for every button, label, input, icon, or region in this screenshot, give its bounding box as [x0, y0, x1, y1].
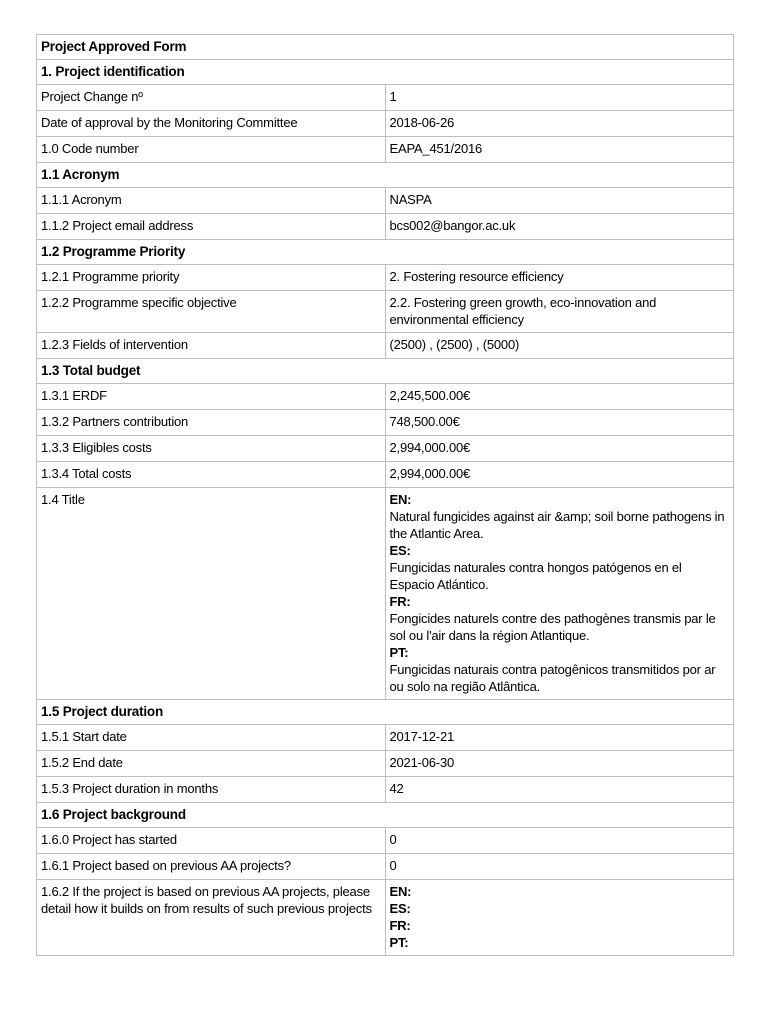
table-row	[37, 188, 734, 214]
field-label: 1.5.3 Project duration in months	[37, 777, 386, 803]
field-label: 1.3.1 ERDF	[37, 384, 386, 410]
field-label: 1.2.1 Programme priority	[37, 265, 386, 291]
field-value: 2. Fostering resource efficiency	[385, 265, 734, 291]
table-row	[37, 85, 734, 111]
title-en: Natural fungicides against air &amp; soil borne pathogens in the Atlantic Area.	[389, 509, 725, 541]
field-label: Project Change nº	[37, 85, 386, 111]
section-project-identification	[37, 60, 734, 85]
lang-code-es: ES:	[389, 543, 411, 558]
lang-code-es: ES:	[389, 901, 411, 916]
lang-code-en: EN:	[389, 884, 412, 899]
table-row	[37, 214, 734, 240]
table-row	[37, 384, 734, 410]
table-row	[37, 880, 734, 956]
field-value: 42	[385, 777, 734, 803]
field-label: Date of approval by the Monitoring Committee	[37, 111, 386, 137]
field-value: NASPA	[385, 188, 734, 214]
section-heading: 1.6 Project background	[37, 803, 734, 828]
field-label: 1.2.2 Programme specific objective	[37, 291, 386, 333]
field-value: 2,994,000.00€	[385, 436, 734, 462]
section-project-background	[37, 803, 734, 828]
field-value: bcs002@bangor.ac.uk	[385, 214, 734, 240]
section-acronym	[37, 163, 734, 188]
table-row	[37, 111, 734, 137]
field-label: 1.5.1 Start date	[37, 725, 386, 751]
form-title: Project Approved Form	[37, 35, 734, 60]
field-value: 2017-12-21	[385, 725, 734, 751]
field-label: 1.4 Title	[37, 488, 386, 700]
field-value: (2500) , (2500) , (5000)	[385, 333, 734, 359]
field-value: EAPA_451/2016	[385, 137, 734, 163]
table-row	[37, 291, 734, 333]
field-label: 1.6.0 Project has started	[37, 828, 386, 854]
table-row	[37, 462, 734, 488]
lang-code-fr: FR:	[389, 918, 411, 933]
section-heading: 1.5 Project duration	[37, 700, 734, 725]
table-row	[37, 777, 734, 803]
lang-code-en: EN:	[389, 492, 412, 507]
table-row	[37, 265, 734, 291]
field-value: 2018-06-26	[385, 111, 734, 137]
lang-code-pt: PT:	[389, 935, 409, 950]
field-label: 1.5.2 End date	[37, 751, 386, 777]
section-total-budget	[37, 359, 734, 384]
form-title-row	[37, 35, 734, 60]
section-heading: 1.1 Acronym	[37, 163, 734, 188]
table-row	[37, 137, 734, 163]
section-heading: 1.3 Total budget	[37, 359, 734, 384]
field-value: 0	[385, 828, 734, 854]
title-pt: Fungicidas naturais contra patogênicos transmitidos por ar ou solo na região Atlântica.	[389, 662, 716, 694]
table-row	[37, 828, 734, 854]
section-heading: 1. Project identification	[37, 60, 734, 85]
table-row	[37, 725, 734, 751]
lang-code-fr: FR:	[389, 594, 411, 609]
field-label: 1.6.1 Project based on previous AA projects?	[37, 854, 386, 880]
table-row	[37, 436, 734, 462]
field-label: 1.6.2 If the project is based on previous AA projects, please detail how it builds on from results of such previous projects	[37, 880, 386, 956]
title-es: Fungicidas naturales contra hongos patógenos en el Espacio Atlántico.	[389, 560, 682, 592]
field-label: 1.2.3 Fields of intervention	[37, 333, 386, 359]
section-project-duration	[37, 700, 734, 725]
table-row	[37, 854, 734, 880]
field-label: 1.1.2 Project email address	[37, 214, 386, 240]
field-value: 2.2. Fostering green growth, eco-innovation and environmental efficiency	[385, 291, 734, 333]
project-approved-form-table	[36, 34, 734, 956]
field-label: 1.3.4 Total costs	[37, 462, 386, 488]
field-label: 1.3.2 Partners contribution	[37, 410, 386, 436]
table-row	[37, 333, 734, 359]
field-value: 1	[385, 85, 734, 111]
title-fr: Fongicides naturels contre des pathogènes transmis par le sol ou l'air dans la région Atlantique.	[389, 611, 716, 643]
table-row	[37, 751, 734, 777]
table-row-title	[37, 488, 734, 700]
field-label: 1.1.1 Acronym	[37, 188, 386, 214]
field-label: 1.3.3 Eligibles costs	[37, 436, 386, 462]
field-label: 1.0 Code number	[37, 137, 386, 163]
section-heading: 1.2 Programme Priority	[37, 240, 734, 265]
lang-code-pt: PT:	[389, 645, 409, 660]
field-value: 0	[385, 854, 734, 880]
title-translations	[385, 488, 734, 700]
builds-on-translations	[385, 880, 734, 956]
field-value: 2,994,000.00€	[385, 462, 734, 488]
field-value: 2021-06-30	[385, 751, 734, 777]
section-programme-priority	[37, 240, 734, 265]
field-value: 748,500.00€	[385, 410, 734, 436]
field-value: 2,245,500.00€	[385, 384, 734, 410]
table-row	[37, 410, 734, 436]
